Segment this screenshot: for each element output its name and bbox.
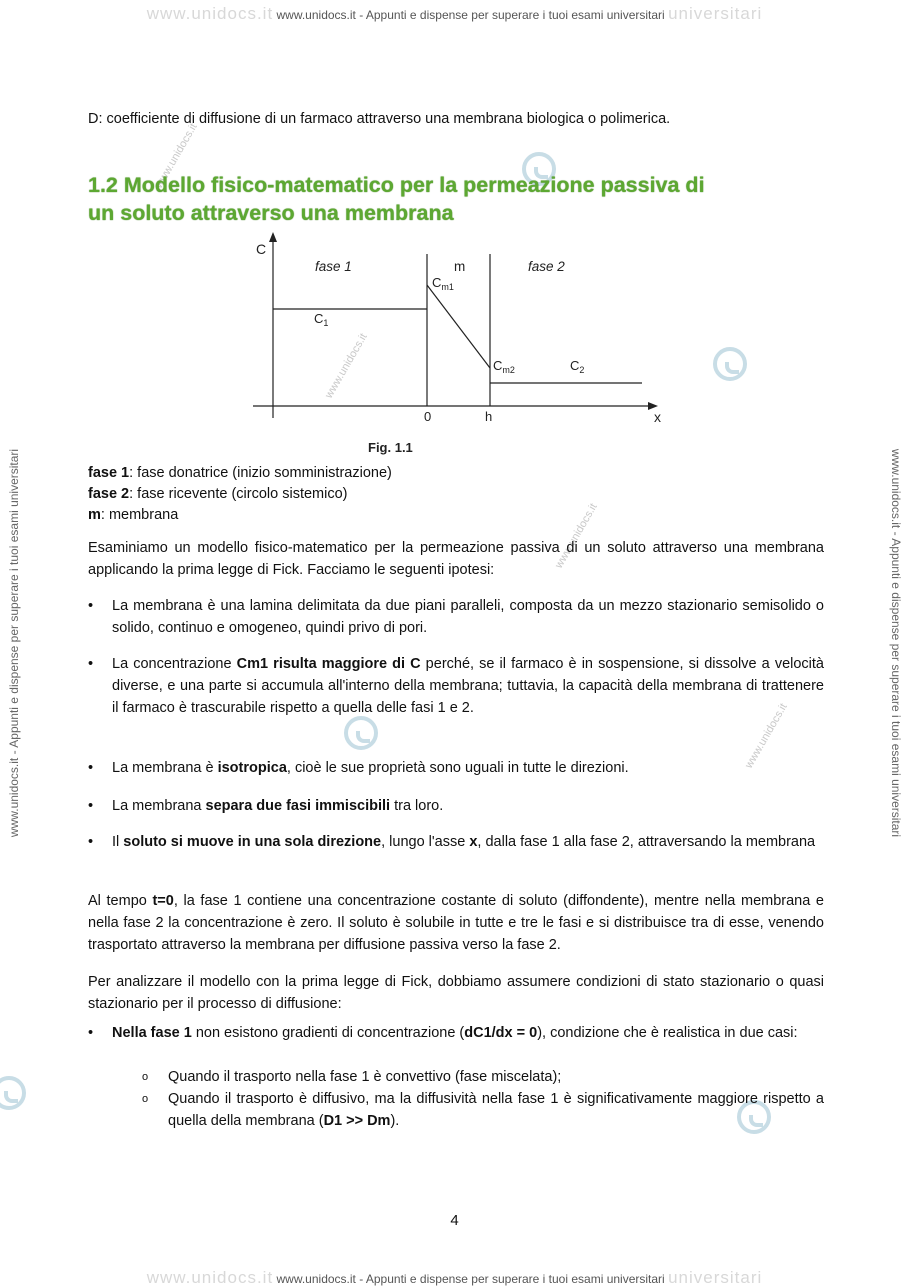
- legend-item: fase 2: fase ricevente (circolo sistemico): [88, 486, 348, 502]
- paragraph-initial-conditions: Al tempo t=0, la fase 1 contiene una concentrazione costante di soluto (diffondente), mentre nella membrana e nella fase 2 la concentrazione è zero. Il soluto è solubile in tutte e tre le fasi e si distribuisce tra di esse, venendo trasportato attraverso la membrana per diffusione passiva verso la fase 2.: [88, 893, 824, 953]
- legend-item: m: membrana: [88, 507, 179, 523]
- section-heading-line1: 1.2 Modello fisico-matematico per la permeazione passiva di: [88, 173, 705, 197]
- page-number: 4: [450, 1212, 459, 1229]
- label-cm1: $C_{m1}$: [432, 275, 454, 292]
- figure-caption: Fig. 1.1: [368, 440, 413, 455]
- watermark-bottom-banner: www.unidocs.it - Appunti e dispense per superare i tuoi esami universitari: [276, 1272, 665, 1286]
- watermark-top: [0, 4, 909, 24]
- watermark-bottom-suffix: universitari: [668, 1268, 763, 1287]
- watermark-diagonal: www.unidocs.it: [152, 121, 200, 191]
- sub-list-item: o Quando il trasporto è diffusivo, ma la diffusività nella fase 1 è significativamente maggiore rispetto a quella della membrana (D1 >> Dm).: [168, 1088, 824, 1132]
- figure-1-1: [248, 230, 668, 435]
- axis-label-x: x: [654, 409, 661, 425]
- section-heading: [88, 171, 828, 227]
- tick-label-h: h: [485, 409, 493, 424]
- watermark-right: www.unidocs.it - Appunti e dispense per superare i tuoi esami universitari: [889, 448, 903, 838]
- watermark-top-prefix: www.unidocs.it: [146, 4, 274, 23]
- unidocs-logo-icon: [713, 347, 747, 381]
- intro-text: D: coefficiente di diffusione di un farmaco attraverso una membrana biologica o polimerica.: [88, 111, 671, 127]
- label-cm2: $C_{m2}$: [493, 358, 515, 375]
- label-membrane: m: [454, 259, 466, 274]
- tick-label-0: 0: [424, 409, 432, 424]
- section-heading-line2: un soluto attraverso una membrana: [88, 201, 454, 225]
- list-item: • La concentrazione Cm1 risulta maggiore di C perché, se il farmaco è in sospensione, si dissolve a velocità diverse, e una parte si accumula all'interno della membrana; tuttavia, la capacità della membrana di trattenere il farmaco è trascurabile rispetto a quella delle fasi 1 e 2.: [112, 653, 824, 719]
- sub-list-item: o Quando il trasporto nella fase 1 è convettivo (fase miscelata);: [168, 1066, 824, 1088]
- legend-item: fase 1: fase donatrice (inizio somministrazione): [88, 465, 392, 481]
- label-phase2: fase 2: [528, 259, 565, 274]
- legend-list: [88, 463, 392, 526]
- axis-label-c: C: [256, 241, 267, 257]
- paragraph-intro: Esaminiamo un modello fisico-matematico per la permeazione passiva di un soluto attraverso una membrana applicando la prima legge di Fick. Facciamo le seguenti ipotesi:: [88, 540, 824, 578]
- label-c1: $C_1$: [314, 311, 329, 328]
- y-axis-arrow: [269, 232, 277, 242]
- watermark-diagonal: www.unidocs.it: [742, 701, 790, 771]
- label-phase1: fase 1: [315, 259, 352, 274]
- paragraph-fick: Per analizzare il modello con la prima legge di Fick, dobbiamo assumere condizioni di stato stazionario o quasi stazionario per il processo di diffusione:: [88, 974, 824, 1012]
- list-item: • Il soluto si muove in una sola direzione, lungo l'asse x, dalla fase 1 alla fase 2, attraversando la membrana: [112, 831, 824, 853]
- unidocs-logo-icon: [0, 1076, 26, 1110]
- list-item: • La membrana è isotropica, cioè le sue proprietà sono uguali in tutte le direzioni.: [112, 757, 824, 779]
- watermark-bottom: [0, 1268, 909, 1288]
- list-item: • Nella fase 1 non esistono gradienti di concentrazione (dC1/dx = 0), condizione che è realistica in due casi:: [112, 1022, 824, 1044]
- list-item: • La membrana è una lamina delimitata da due piani paralleli, composta da un mezzo stazionario semisolido o solido, continuo e omogeneo, quindi privo di pori.: [112, 595, 824, 639]
- label-c2: $C_2$: [570, 358, 585, 375]
- watermark-diagonal: www.unidocs.it: [322, 331, 370, 401]
- unidocs-logo-icon: [344, 716, 378, 750]
- watermark-diagonal: www.unidocs.it: [552, 501, 600, 571]
- watermark-top-banner: www.unidocs.it - Appunti e dispense per superare i tuoi esami universitari: [276, 8, 665, 22]
- watermark-top-suffix: universitari: [668, 4, 763, 23]
- watermark-left: www.unidocs.it - Appunti e dispense per superare i tuoi esami universitari: [7, 448, 21, 838]
- profile-membrane: [427, 285, 490, 368]
- list-item: • La membrana separa due fasi immiscibili tra loro.: [112, 795, 824, 817]
- watermark-bottom-prefix: www.unidocs.it: [146, 1268, 274, 1287]
